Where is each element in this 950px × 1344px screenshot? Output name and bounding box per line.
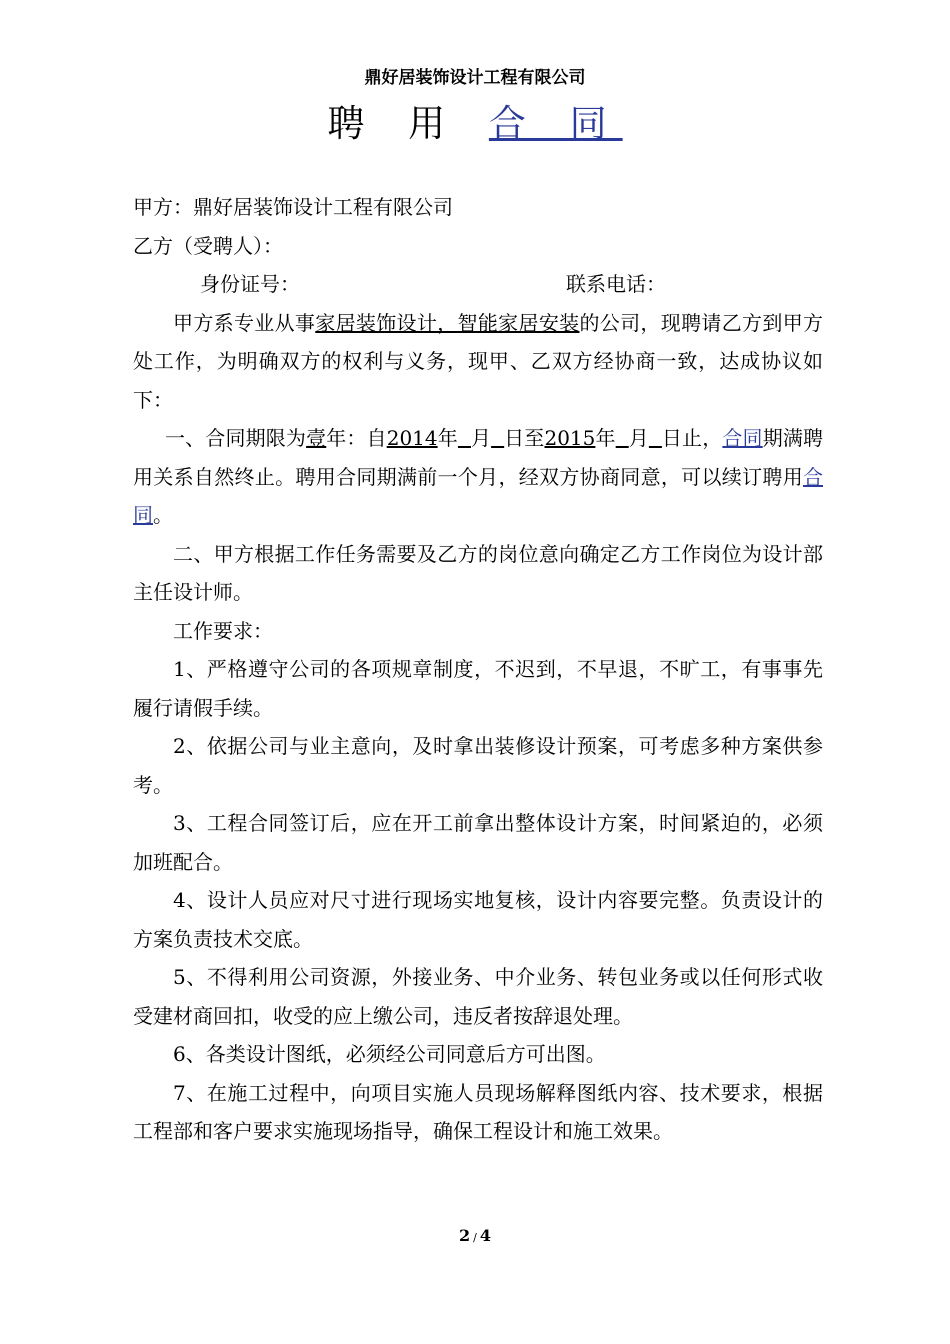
clause1-b: 年：自 — [326, 426, 387, 450]
requirement-item: 4、设计人员应对尺寸进行现场实地复核，设计内容要完整。负责设计的方案负责技术交底。 — [133, 888, 823, 951]
clause1-blank4 — [649, 426, 662, 450]
total-pages: 4 — [479, 1226, 491, 1245]
clause1-a: 一、合同期限为 — [165, 426, 307, 450]
requirement-item: 1、严格遵守公司的各项规章制度，不迟到，不早退，不旷工，有事事先履行请假手续。 — [133, 657, 823, 720]
clause1-start-year: 2014 — [386, 426, 438, 450]
id-line — [133, 265, 823, 304]
clause-2: 二、甲方根据工作任务需要及乙方的岗位意向确定乙方工作岗位为设计部主任设计师。 — [133, 541, 823, 604]
clause-1 — [133, 419, 823, 535]
clause1-d: 月 — [470, 426, 492, 450]
id-label: 身份证号： — [200, 272, 300, 296]
intro-business: 家居装饰设计，智能家居安装 — [315, 310, 580, 335]
clause1-e: 日至 — [504, 426, 545, 450]
clause1-h: 日止， — [661, 426, 723, 450]
party-a: 甲方：鼎好居装饰设计工程有限公司 — [133, 195, 453, 219]
requirement-item: 6、各类设计图纸，必须经公司同意后方可出图。 — [173, 1042, 606, 1066]
title-contract-link[interactable]: 合 同 — [488, 102, 623, 145]
clause1-j: 。 — [153, 503, 173, 527]
requirement-item: 5、不得利用公司资源，外接业务、中介业务、转包业务或以任何形式收受建材商回扣，收受的应上缴公司，违反者按辞退处理。 — [133, 965, 823, 1028]
contract-link-2[interactable]: 合同 — [133, 464, 823, 527]
clause1-blank1 — [458, 426, 471, 450]
requirement-item: 2、依据公司与业主意向，及时拿出装修设计预案，可考虑多种方案供参考。 — [133, 734, 823, 797]
page-separator: / — [473, 1231, 477, 1244]
contract-body — [133, 188, 823, 1151]
intro-suffix: 的公司，现聘请乙方到甲方处工作，为明确双方的权利与义务，现甲、乙双方经协商一致，达成协议如下： — [133, 310, 824, 412]
clause1-years: 壹 — [306, 426, 327, 450]
party-b: 乙方（受聘人）： — [133, 233, 283, 258]
company-header: 鼎好居装饰设计工程有限公司 — [364, 68, 586, 88]
page-number — [0, 1226, 950, 1245]
phone-label: 联系电话： — [566, 272, 666, 296]
clause1-end-year: 2015 — [544, 426, 596, 450]
clause1-blank3 — [616, 426, 629, 450]
current-page: 2 — [459, 1226, 471, 1245]
clause1-f: 年 — [595, 426, 616, 450]
intro-prefix: 甲方系专业从事 — [173, 310, 316, 335]
clause1-c: 年 — [437, 426, 458, 450]
intro-paragraph — [133, 304, 823, 420]
requirement-item: 3、工程合同签订后，应在开工前拿出整体设计方案，时间紧迫的，必须加班配合。 — [133, 811, 823, 874]
title-part1: 聘 用 — [327, 102, 462, 145]
document-title — [0, 96, 950, 152]
clause1-g: 月 — [628, 426, 649, 450]
work-requirements-title: 工作要求： — [173, 618, 273, 643]
clause1-blank2 — [491, 426, 504, 450]
requirement-item: 7、在施工过程中，向项目实施人员现场解释图纸内容、技术要求，根据工程部和客户要求实施现场指导，确保工程设计和施工效果。 — [133, 1080, 823, 1143]
clause1-i: 期满聘用关系自然终止。聘用合同期满前一个月，经双方协商同意，可以续订聘用 — [133, 426, 823, 489]
contract-link-1[interactable]: 合同 — [722, 426, 763, 450]
